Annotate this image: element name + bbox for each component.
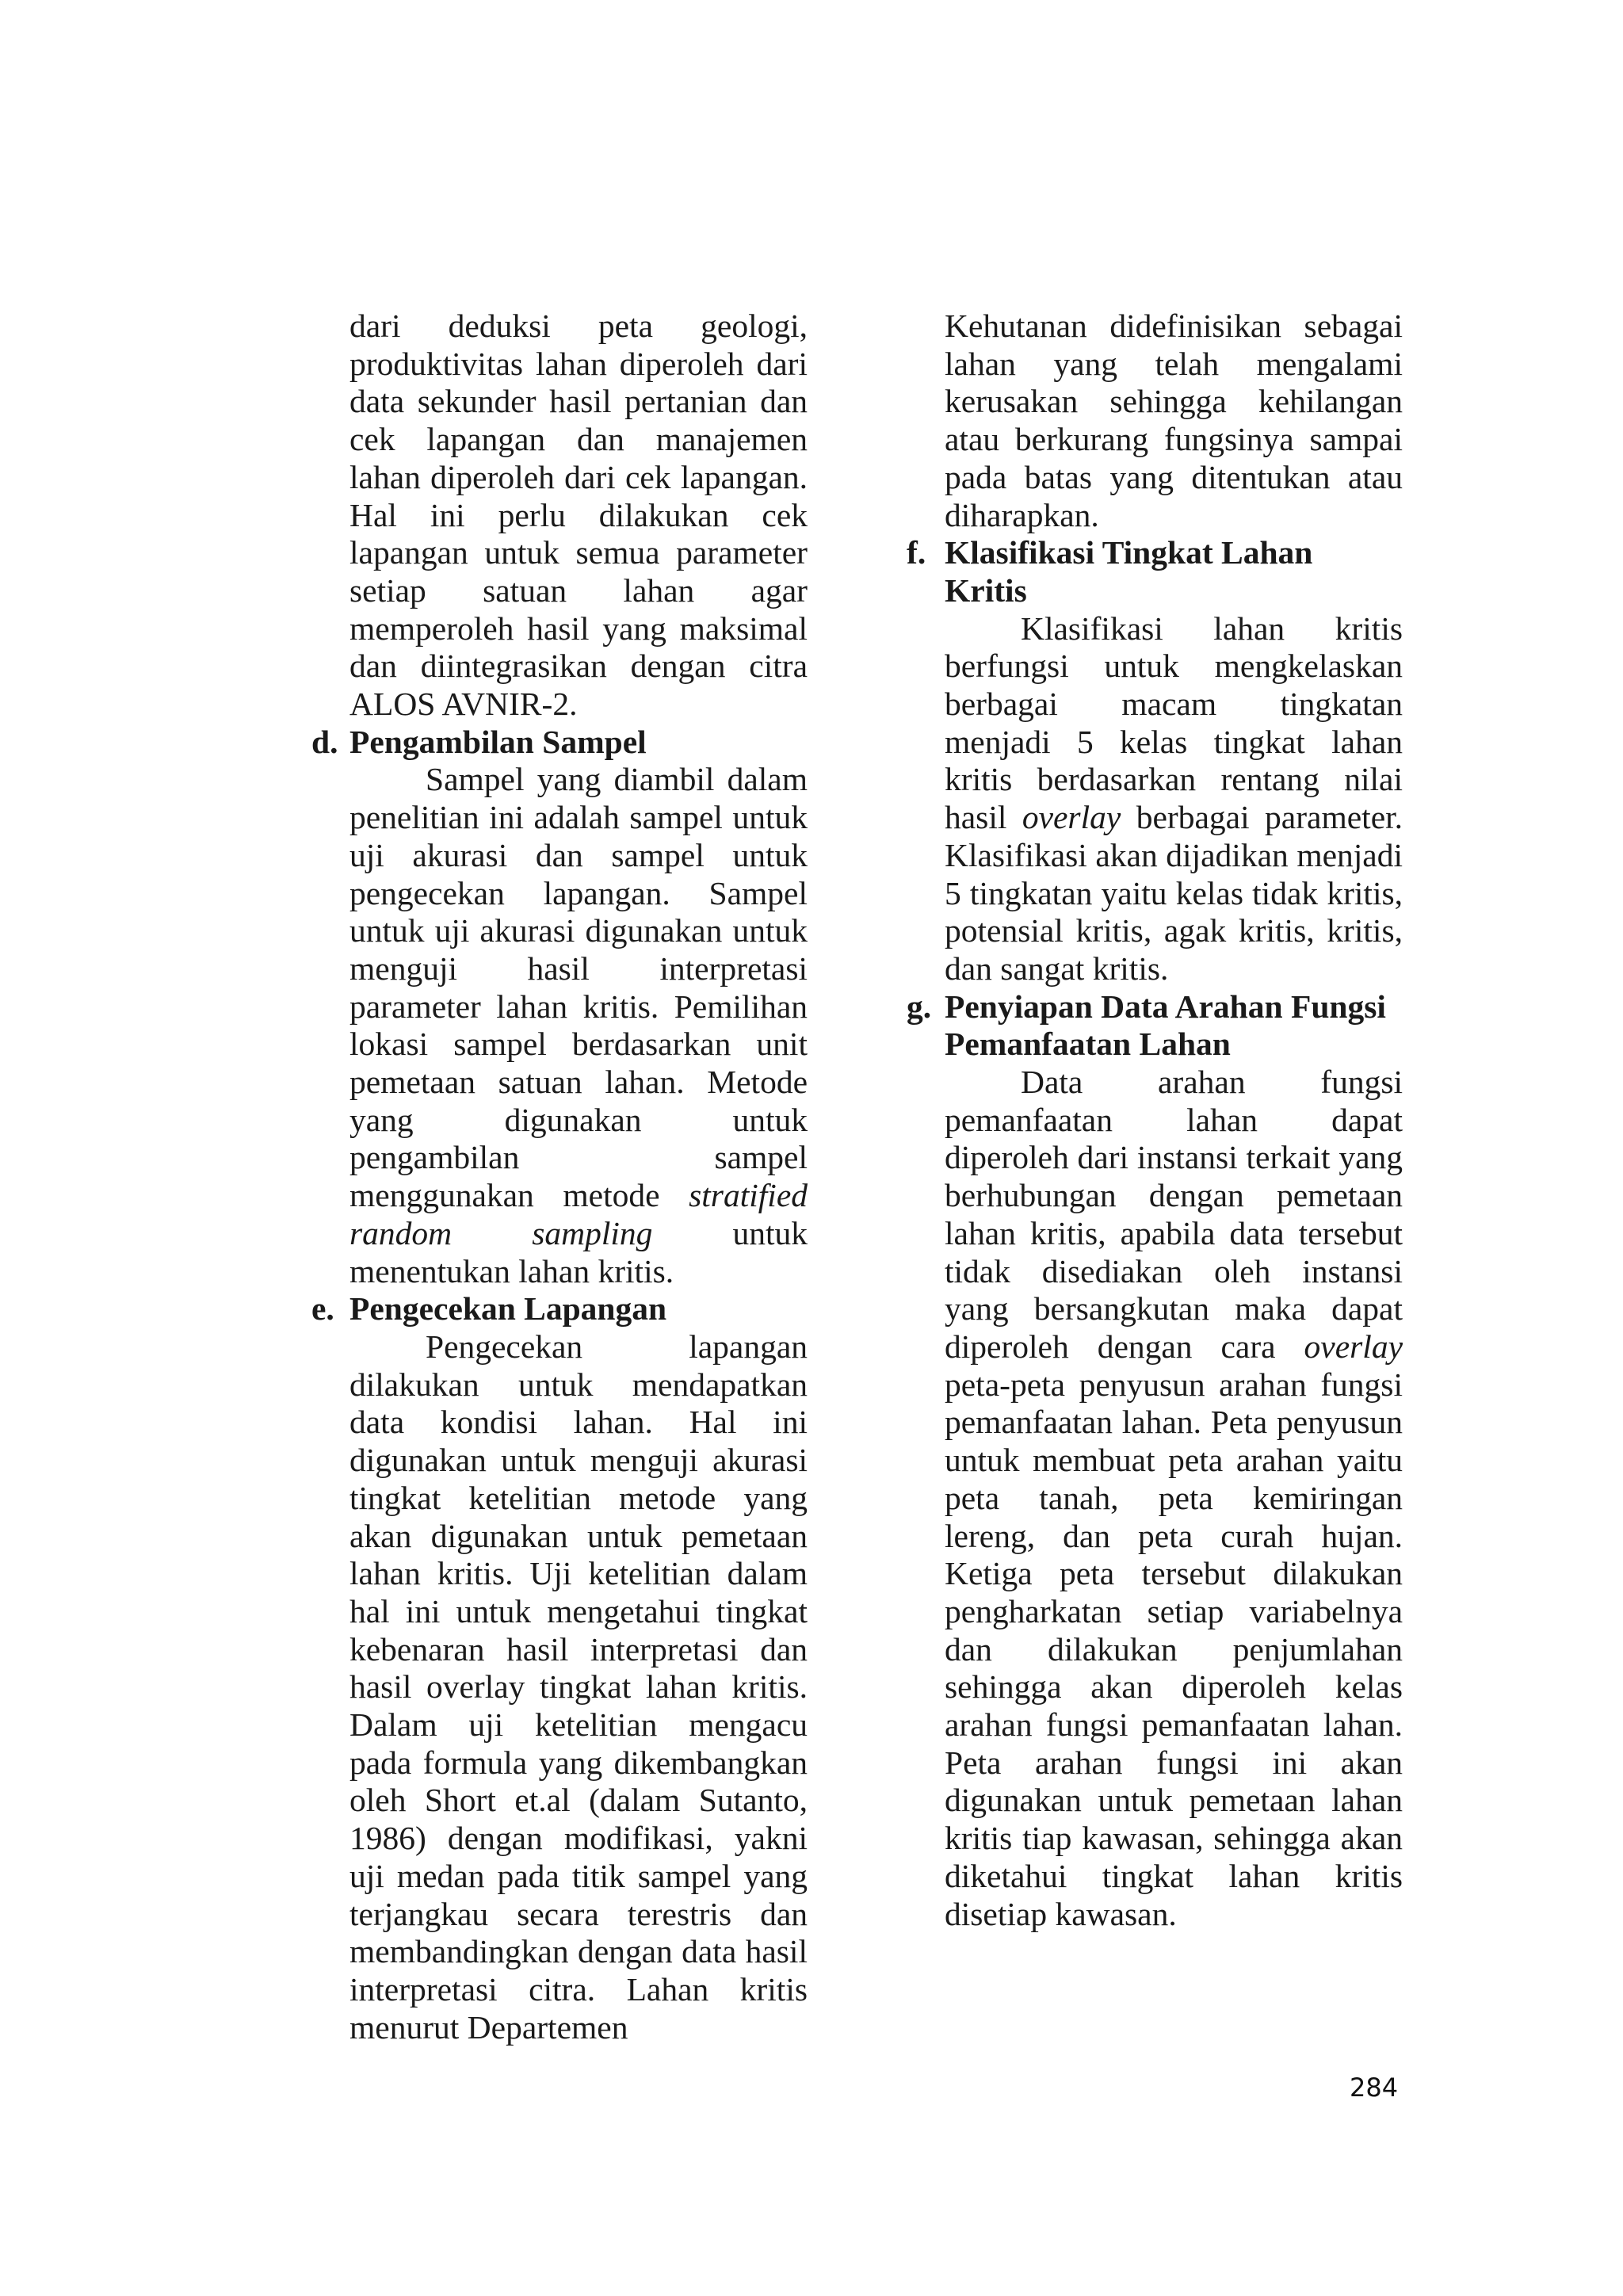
- section-f-title: Klasifikasi Tingkat Lahan Kritis: [945, 534, 1313, 609]
- section-g-letter: g.: [907, 988, 932, 1025]
- section-d-italic-term: stratified random sampling: [349, 1177, 808, 1251]
- section-g-heading: [907, 988, 1403, 1064]
- section-f-body-text-end: berbagai parameter. Klasifikasi akan dijadikan menjadi 5 tingkatan yaitu kelas tidak kritis, potensial kritis, agak kritis, kritis, dan sangat kritis.: [945, 799, 1403, 987]
- section-e-letter: e.: [311, 1290, 334, 1328]
- section-d-body: [349, 761, 808, 1290]
- section-e-body: Pengecekan lapangan dilakukan untuk mendapatkan data kondisi lahan. Hal ini digunakan untuk menguji akurasi tingkat ketelitian metode yang akan digunakan untuk pemetaan lahan kritis. Uji ketelitian dalam hal ini untuk mengetahui tingkat kebenaran hasil interpretasi dan hasil overlay tingkat lahan kritis. Dalam uji ketelitian mengacu pada formula yang dikembangkan oleh Short et.al (dalam Sutanto, 1986) dengan modifikasi, yakni uji medan pada titik sampel yang terjangkau secara terestris dan membandingkan dengan data hasil interpretasi citra. Lahan kritis menurut Departemen: [349, 1328, 808, 2046]
- section-g-body-text: Data arahan fungsi pemanfaatan lahan dapat diperoleh dari instansi terkait yang berhubungan dengan pemetaan lahan kritis, apabila data tersebut tidak disediakan oleh instansi yang bersangkutan maka dapat diperoleh dengan cara: [945, 1064, 1403, 1365]
- page-number: 284: [1350, 2073, 1399, 2103]
- section-d-letter: d.: [311, 723, 338, 760]
- intro-paragraph: dari deduksi peta geologi, produktivitas lahan diperoleh dari data sekunder hasil pertanian dan cek lapangan dan manajemen lahan diperoleh dari cek lapangan. Hal ini perlu dilakukan cek lapangan untuk semua parameter setiap satuan lahan agar memperoleh hasil yang maksimal dan diintegrasikan dengan citra ALOS AVNIR-2.: [349, 308, 808, 723]
- continuation-paragraph: Kehutanan didefinisikan sebagai lahan yang telah mengalami kerusakan sehingga kehilangan atau berkurang fungsinya sampai pada batas yang ditentukan atau diharapkan.: [945, 308, 1403, 533]
- left-column: [311, 308, 808, 2046]
- section-g-title: Penyiapan Data Arahan Fungsi Pemanfaatan Lahan: [945, 988, 1386, 1063]
- section-e-title: Pengecekan Lapangan: [349, 1290, 667, 1328]
- section-d-heading: [311, 723, 808, 762]
- section-d-title: Pengambilan Sampel: [349, 723, 647, 760]
- section-d-body-text-end: untuk menentukan lahan kritis.: [349, 1214, 808, 1289]
- section-g-italic-term: overlay: [1304, 1328, 1403, 1365]
- section-e-heading: [311, 1290, 808, 1328]
- right-column: [907, 308, 1403, 1933]
- section-d-body-text: Sampel yang diambil dalam penelitian ini adalah sampel untuk uji akurasi dan sampel untuk pengecekan lapangan. Sampel untuk uji akurasi digunakan untuk menguji hasil interpretasi parameter lahan kritis. Pemilihan lokasi sampel berdasarkan unit pemetaan satuan lahan. Metode yang digunakan untuk pengambilan sampel menggunakan metode: [349, 761, 808, 1214]
- section-g-body-text-end: peta-peta penyusun arahan fungsi pemanfaatan lahan. Peta penyusun untuk membuat peta arahan yaitu peta tanah, peta kemiringan lereng, dan peta curah hujan. Ketiga peta tersebut dilakukan pengharkatan setiap variabelnya dan dilakukan penjumlahan sehingga akan diperoleh kelas arahan fungsi pemanfaatan lahan. Peta arahan fungsi ini akan digunakan untuk pemetaan lahan kritis tiap kawasan, sehingga akan diketahui tingkat lahan kritis disetiap kawasan.: [945, 1366, 1403, 1932]
- section-f-italic-term: overlay: [1022, 799, 1121, 836]
- section-g-body: [945, 1064, 1403, 1933]
- section-f-body: [945, 610, 1403, 988]
- section-f-body-text: Klasifikasi lahan kritis berfungsi untuk mengkelaskan berbagai macam tingkatan menjadi 5 kelas tingkat lahan kritis berdasarkan rentang nilai hasil: [945, 609, 1403, 836]
- section-f-letter: f.: [907, 534, 926, 571]
- section-f-heading: [907, 534, 1403, 609]
